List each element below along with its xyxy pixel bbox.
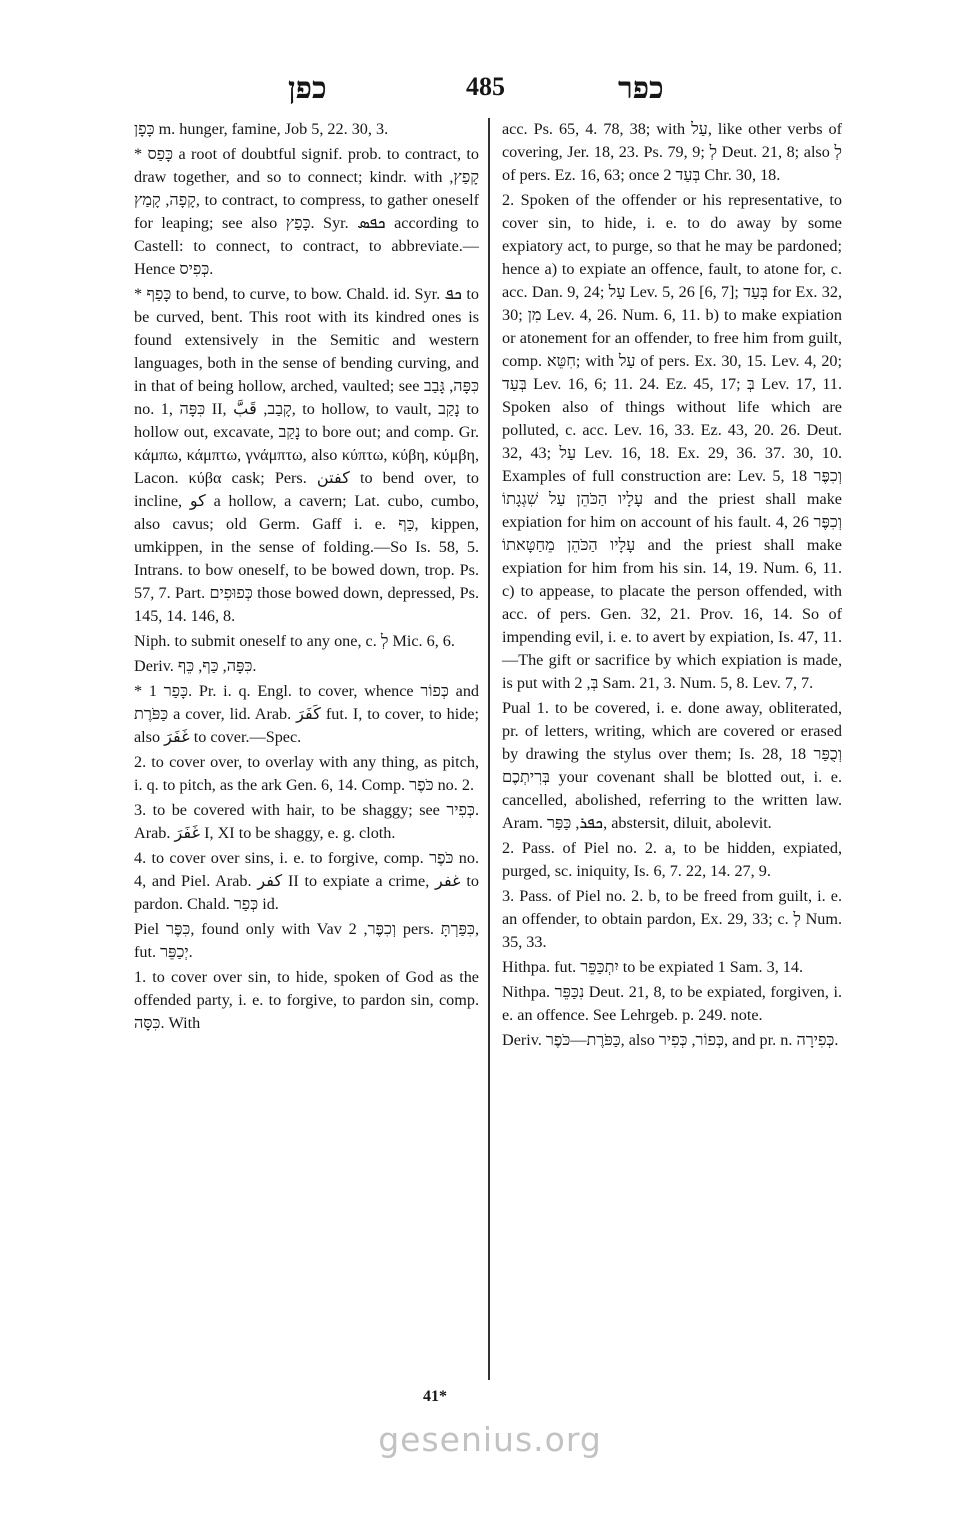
entry-kafaf-deriv: Deriv. כִּפָּה, כַּף, כֵּף. [134, 657, 257, 675]
entry-pual: Pual 1. to be covered, i. e. done away, obliterated, pr. of letters, writing, which are covered or erased by drawing the stylus over them; Is. 28, 18 וְכֻפַּר בְּרִיתְכֶם your covenant shall be blotted out, i. e. cancelled, abolished, referring to the written law. Aram. ܟܦܪ, כַּפַּר, abstersit, diluit, abolevit. [502, 699, 842, 832]
left-column [134, 118, 479, 1037]
entry-deriv: Deriv. כַּפֹּרֶת—כֹּפֶר, also כְּפוֹר, כְּפִיר, and pr. n. כְּפִירָה. [502, 1031, 839, 1049]
right-column [502, 118, 842, 1054]
entry-kafas: * כָּפַס a root of doubtful signif. prob. to contract, to draw together, and so to connect; kindr. with קָפַץ, קָפָה, קָמַץ, to contract, to compress, to gather oneself for leaping; see also כָּפַץ. Syr. ܟܦܣ according to Castell: to connect, to contract, to abbreviate.—Hence כְּפִיס. [134, 145, 480, 278]
entry-piel-continued: acc. Ps. 65, 4. 78, 38; with עַל, like other verbs of covering, Jer. 18, 23. Ps. 79, 9; לְ Deut. 21, 8; also לְ of pers. Ez. 16, 63; once בְּעַד 2 Chr. 30, 18. [502, 120, 842, 184]
entry-kafar-sense-2: 2. to cover over, to overlay with any thing, as pitch, i. q. to pitch, as the ark Gen. 6, 14. Comp. כֹּפֶר no. 2. [134, 753, 479, 794]
page-header [0, 70, 980, 110]
site-watermark: gesenius.org [378, 1420, 602, 1459]
left-running-headword: כפן [288, 72, 327, 105]
entry-hithpa: Hithpa. fut. יִתְכַּפֵּר to be expiated 1 Sam. 3, 14. [502, 958, 804, 976]
entry-pual-sense-3: 3. Pass. of Piel no. 2. b, to be freed from guilt, i. e. an offender, to obtain pardon, Ex. 29, 33; c. לְ Num. 35, 33. [502, 887, 842, 951]
right-running-headword: כפר [618, 72, 664, 105]
page-number: 485 [466, 72, 505, 101]
entry-kafar-sense-3: 3. to be covered with hair, to be shaggy; see כְּפִיר. Arab. غَفَرَ I, XI to be shaggy, e. g. cloth. [134, 801, 479, 842]
entry-kafar-piel-sense-1: 1. to cover over sin, to hide, spoken of God as the offended party, i. e. to forgive, to pardon sin, comp. כִּסָּה. With [134, 968, 479, 1032]
entry-kafaf: * כָּפַף to bend, to curve, to bow. Chald. id. Syr. ܟܦ to be curved, bent. This root with its kindred ones is found extensively in the Semitic and western languages, both in the sense of bending curving, and in that of being hollow, arched, vaulted; see כִּפָּה, גָּבַב no. 1, כִּפָּה II, קָבַב, قَبَّ, to hollow, to vault, נָקַב to hollow out, excavate, נָקַב to bore out; and comp. Gr. κάμπω, κάμπτω, γνάμπτω, also κύπτω, κύβη, κύμβη, Lacon. κύβα cask; Pers. كفتن to bend over, to incline, كو a hollow, a cavern; Lat. cubo, cumbo, also cavus; old Germ. Gaff i. e. כַּף, kippen, umkippen, in the sense of folding.—So Is. 58, 5. Intrans. to bow oneself, to be bowed down, trop. Ps. 57, 7. Part. כְּפוּפִים those bowed down, depressed, Ps. 145, 14. 146, 8. [134, 285, 480, 625]
entry-pual-sense-2: 2. Pass. of Piel no. 2. a, to be hidden, expiated, purged, sc. iniquity, Is. 6, 7. 22, 14. 27, 9. [502, 839, 842, 880]
column-divider [488, 118, 490, 1380]
entry-kafaf-niph: Niph. to submit oneself to any one, c. לְ Mic. 6, 6. [134, 632, 455, 650]
entry-kafar-sense-4: 4. to cover over sins, i. e. to forgive, comp. כֹּפֶר no. 4, and Piel. Arab. كفر II to expiate a crime, غفر to pardon. Chald. כְּפַר id. [134, 849, 480, 913]
signature-mark: 41* [423, 1388, 447, 1405]
entry-nithpa: Nithpa. נִכַּפֵּר Deut. 21, 8, to be expiated, forgiven, i. e. an offence. See Lehrgeb. p. 249. note. [502, 983, 842, 1024]
entry-kafar-piel: Piel כִּפֶּר, found only with Vav וְכִפֶּר, 2 pers. כִּפַּרְתָּ, fut. יְכַפֵּר. [134, 920, 479, 961]
entry-kafar: * כָּפַר 1. Pr. i. q. Engl. to cover, whence כְּפוֹר and כַּפֹּרֶת a cover, lid. Arab. كَفَرَ fut. I, to cover, to hide; also غَفَرَ to cover.—Spec. [134, 682, 480, 746]
entry-piel-sense-2: 2. Spoken of the offender or his representative, to cover sin, to hide, i. e. to do away by some expiatory act, to purge, so that he may be pardoned; hence a) to expiate an offence, fault, to atone for, c. acc. Dan. 9, 24; עַל Lev. 5, 26 [6, 7]; בְּעַד for Ex. 32, 30; מִן Lev. 4, 26. Num. 6, 11. b) to make expiation or atonement for an offender, to free him from guilt, comp. חִטֵּא; with עַל of pers. Ex. 30, 15. Lev. 4, 20; בְּעַד Lev. 16, 6; 11. 24. Ez. 45, 17; בְּ Lev. 17, 11. Spoken also of things without life which are polluted, c. acc. Lev. 16, 33. Ez. 43, 20. 26. Deut. 32, 43; עַל Lev. 16, 18. Ex. 29, 36. 37. 30, 10. Examples of full construction are: Lev. 5, 18 וְכִפֶּר עָלָיו הַכֹּהֵן עַל שִׁגְגָתוֹ and the priest shall make expiation for him on account of his fault. 4, 26 וְכִפֶּר עָלָיו הַכֹּהֵן מֵחַטָּאתוֹ and the priest shall make expiation for him from his sin. 14, 19. Num. 6, 11. c) to appease, to placate the person offended, with acc. of pers. Gen. 32, 21. Prov. 16, 14. So of impending evil, i. e. to avert by expiation, Is. 47, 11.—The gift or sacrifice by which expiation is made, is put with בְּ, 2 Sam. 21, 3. Num. 5, 8. Lev. 7, 7. [502, 191, 843, 692]
entry-kafan: כָּפָן m. hunger, famine, Job 5, 22. 30, 3. [134, 120, 389, 138]
